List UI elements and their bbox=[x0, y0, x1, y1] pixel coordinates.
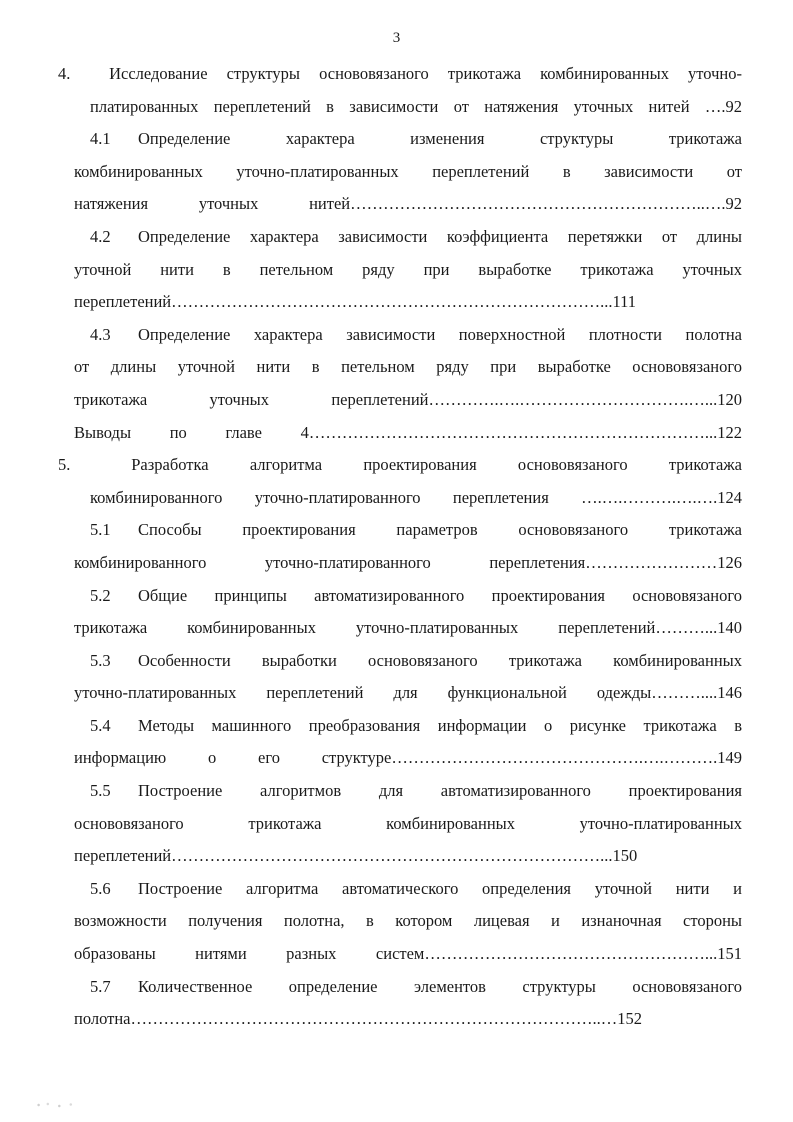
scan-artifact bbox=[34, 1100, 80, 1110]
toc-line-text: Способы проектирования параметров основовязаного трикотажа bbox=[138, 520, 742, 540]
toc-line bbox=[74, 482, 742, 515]
toc-line-text: натяжения уточных нитей………………………………………………………..….92 bbox=[74, 194, 742, 214]
toc-line bbox=[74, 351, 742, 384]
toc-line bbox=[74, 319, 742, 352]
toc-line bbox=[74, 384, 742, 417]
toc-entry-number: 5.6 bbox=[90, 878, 111, 898]
toc-entry bbox=[58, 449, 742, 514]
toc-entry-number: 4.2 bbox=[90, 226, 111, 246]
toc-line-text: Особенности выработки основовязаного трикотажа комбинированных bbox=[138, 650, 742, 670]
toc-line-text: Выводы по главе 4………………………………………………………………...122 bbox=[74, 422, 742, 442]
page-number: 3 bbox=[392, 30, 401, 46]
toc-line-text: Общие принципы автоматизированного проектирования основовязаного bbox=[138, 585, 742, 605]
toc-line bbox=[74, 775, 742, 808]
toc-line-text: Построение алгоритмов для автоматизированного проектирования bbox=[138, 781, 742, 801]
toc-entry bbox=[74, 580, 742, 645]
toc-line-text: Исследование структуры основовязаного трикотажа комбинированных уточно- bbox=[109, 64, 742, 83]
toc-entry-number: 5.1 bbox=[90, 520, 111, 540]
toc-entry-number: 5.4 bbox=[90, 715, 111, 735]
toc-line-text: Определение характера изменения структуры трикотажа bbox=[138, 129, 742, 149]
toc-entry bbox=[74, 775, 742, 873]
toc-line-text: Разработка алгоритма проектирования основовязаного трикотажа bbox=[131, 455, 742, 475]
toc-entry-number: 4. bbox=[58, 64, 71, 83]
toc-line-text: уточно-платированных переплетений для функциональной одежды………....146 bbox=[74, 683, 742, 703]
toc-line-text: Построение алгоритма автоматического определения уточной нити и bbox=[138, 878, 742, 898]
toc-line-text: информацию о его структуре……………………………………….….……….149 bbox=[74, 748, 742, 768]
toc-line-text: переплетений……………………………………………………………………...111 bbox=[74, 292, 637, 312]
toc-line-text: основовязаного трикотажа комбинированных уточно-платированных bbox=[74, 813, 742, 833]
toc-entry-number: 4.1 bbox=[90, 129, 111, 149]
toc-line bbox=[74, 971, 742, 1004]
toc-line-text: Определение характера зависимости поверхностной плотности полотна bbox=[138, 324, 742, 344]
toc-entry bbox=[74, 319, 742, 417]
toc-line bbox=[74, 873, 742, 906]
toc-line bbox=[74, 514, 742, 547]
toc-entry-number: 5.2 bbox=[90, 585, 111, 605]
toc-line bbox=[74, 612, 742, 645]
toc-entry bbox=[74, 873, 742, 971]
toc-line-text: возможности получения полотна, в котором лицевая и изнаночная стороны bbox=[74, 911, 742, 931]
toc-line bbox=[74, 1003, 742, 1036]
toc-line-text: полотна…………………………………………………………………………..…152 bbox=[74, 1009, 642, 1029]
toc-line bbox=[74, 905, 742, 938]
toc-line bbox=[74, 156, 742, 189]
toc-line bbox=[74, 417, 742, 450]
toc-entry-number: 5.7 bbox=[90, 976, 111, 996]
toc-line bbox=[74, 254, 742, 287]
toc-entry bbox=[58, 58, 742, 123]
toc-entry bbox=[74, 221, 742, 319]
toc-entry bbox=[74, 971, 742, 1036]
toc-line bbox=[74, 188, 742, 221]
toc-line bbox=[74, 547, 742, 580]
toc-entry-number: 5. bbox=[58, 455, 71, 475]
toc-entry bbox=[74, 710, 742, 775]
toc-line-text: платированных переплетений в зависимости от натяжения уточных нитей ….92 bbox=[90, 96, 742, 116]
toc-line bbox=[74, 742, 742, 775]
toc-line bbox=[74, 91, 742, 124]
toc-line-text: трикотажа уточных переплетений………….….………………………….…...120 bbox=[74, 389, 742, 409]
toc-line-text: уточной нити в петельном ряду при выработке трикотажа уточных bbox=[74, 259, 742, 279]
toc-line-text: образованы нитями разных систем……………………………………………...151 bbox=[74, 944, 742, 964]
toc-line-text: Определение характера зависимости коэффициента перетяжки от длины bbox=[138, 226, 742, 246]
toc-line bbox=[74, 710, 742, 743]
toc-line-text: Количественное определение элементов структуры основовязаного bbox=[138, 976, 742, 996]
toc-line-text: трикотажа комбинированных уточно-платированных переплетений………...140 bbox=[74, 618, 742, 638]
toc-line-text: комбинированного уточно-платированного переплетения……………………126 bbox=[74, 552, 742, 572]
toc-line bbox=[74, 221, 742, 254]
toc-entry bbox=[74, 417, 742, 450]
toc-entry bbox=[74, 514, 742, 579]
table-of-contents bbox=[58, 58, 742, 1036]
toc-line-text: комбинированных уточно-платированных переплетений в зависимости от bbox=[74, 161, 742, 181]
toc-line bbox=[74, 938, 742, 971]
toc-line bbox=[74, 677, 742, 710]
toc-line-text: переплетений……………………………………………………………………...150 bbox=[74, 846, 638, 866]
toc-line bbox=[74, 645, 742, 678]
toc-line bbox=[74, 123, 742, 156]
toc-line bbox=[74, 808, 742, 841]
toc-entry-number: 4.3 bbox=[90, 324, 111, 344]
toc-entry bbox=[74, 123, 742, 221]
toc-line-text: комбинированного уточно-платированного переплетения ….….……….….….124 bbox=[90, 487, 742, 507]
toc-line bbox=[74, 580, 742, 613]
toc-line bbox=[58, 449, 742, 482]
toc-line bbox=[74, 840, 742, 873]
toc-line bbox=[58, 58, 742, 91]
toc-line-text: от длины уточной нити в петельном ряду при выработке основовязаного bbox=[74, 357, 742, 377]
toc-entry-number: 5.3 bbox=[90, 650, 111, 670]
toc-line-text: Методы машинного преобразования информации о рисунке трикотажа в bbox=[138, 715, 742, 735]
toc-entry bbox=[74, 645, 742, 710]
toc-entry-number: 5.5 bbox=[90, 781, 111, 801]
toc-line bbox=[74, 286, 742, 319]
